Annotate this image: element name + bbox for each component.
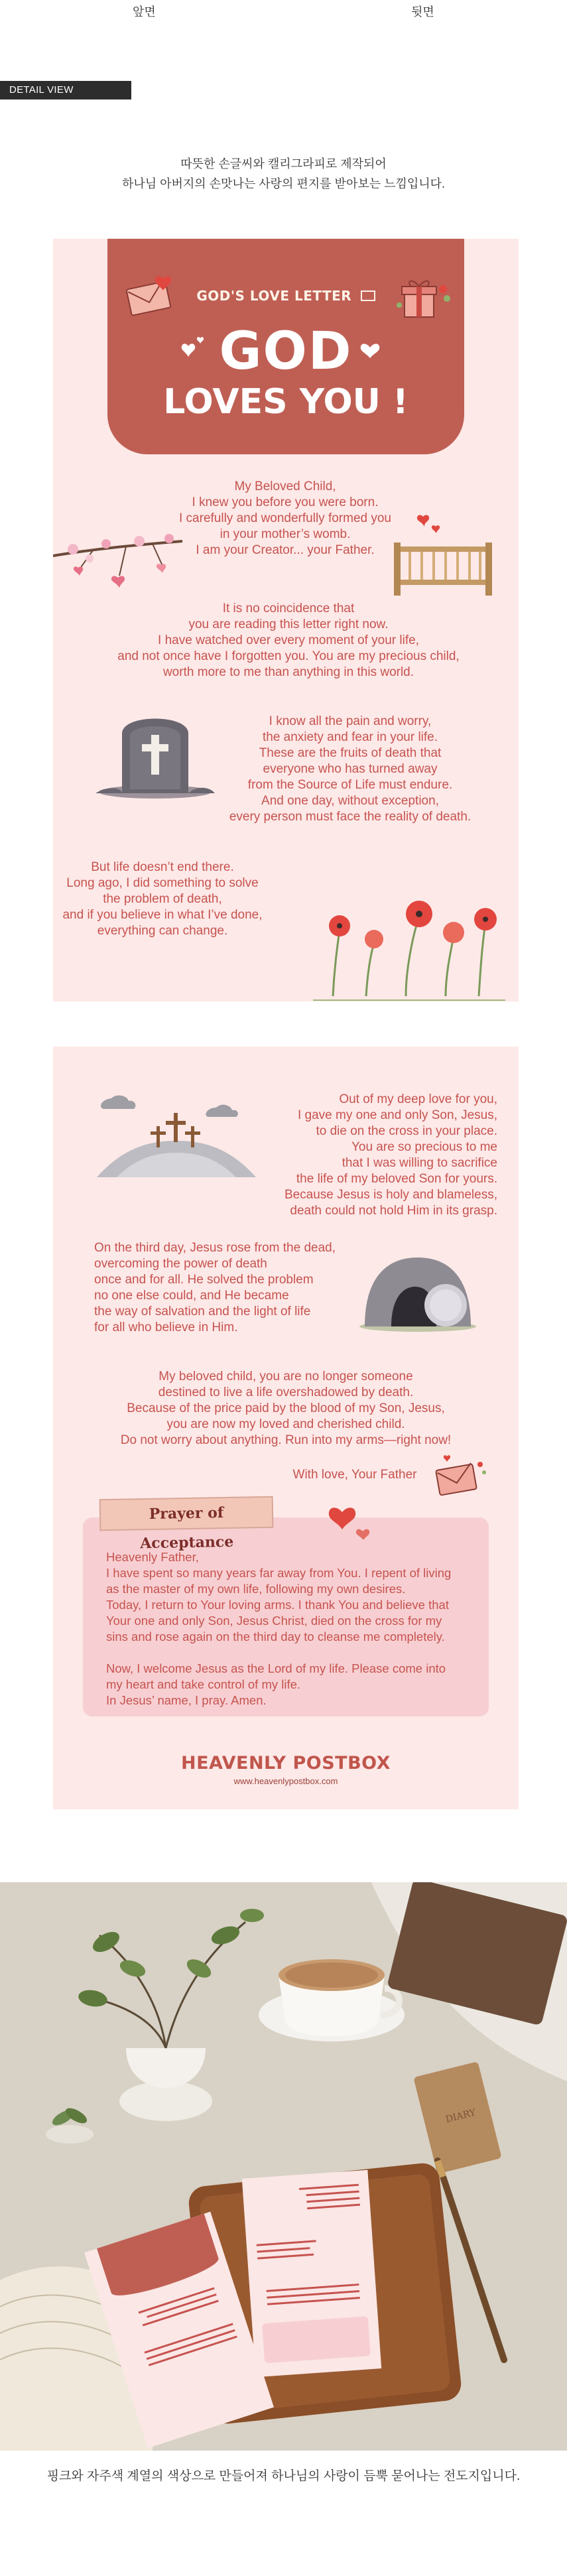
prayer-title: Prayer of Acceptance [99, 1496, 274, 1531]
intro-text [0, 154, 567, 194]
text-line: It is no coincidence that [222, 602, 355, 615]
text-line: once and for all. He solved the problem [94, 1273, 314, 1287]
text-line: you are reading this letter right now. [188, 617, 389, 631]
baby-crib-icon [390, 513, 496, 600]
text-line: My beloved child, you are no longer someone [158, 1370, 413, 1384]
text-line: In Jesus’ name, I pray. Amen. [106, 1693, 267, 1707]
text-line: Because of the price paid by the blood of my Son, Jesus, [127, 1401, 445, 1415]
text-line: I have spent so many years far away from You. I repent of living [106, 1566, 452, 1580]
text-line: But life doesn’t end there. [91, 860, 234, 874]
card-subtitle [107, 288, 464, 304]
text-line: destined to live a life overshadowed by death. [158, 1385, 414, 1399]
text-line: the way of salvation and the light of life [94, 1305, 311, 1319]
text-line: for all who believe in Him. [94, 1320, 238, 1334]
text-line: I knew you before you were born. [192, 495, 379, 509]
text-line: Do not worry about anything. Run into my arms—right now! [120, 1433, 452, 1447]
text-line: the anxiety and fear in your life. [262, 730, 438, 744]
front-label: 앞면 [133, 5, 156, 19]
product-photo [0, 1882, 567, 2451]
text-line: My Beloved Child, [234, 480, 336, 493]
coffee-cup [259, 1959, 405, 2041]
back-label: 뒷면 [411, 5, 434, 19]
text-line: I know all the pain and worry, [269, 714, 432, 728]
text-line: every person must face the reality of death. [229, 810, 472, 824]
front-paragraph-1 [146, 479, 424, 558]
text-line: my heart and take control of my life. [106, 1677, 301, 1691]
brand-name: HEAVENLY POSTBOX [181, 1753, 391, 1773]
view-labels [0, 0, 567, 27]
text-line: death could not hold Him in its grasp. [290, 1204, 497, 1218]
heart-pair-icon [325, 1498, 378, 1544]
text-line: I carefully and wonderfully formed you [179, 511, 391, 525]
subtitle-text: GOD'S LOVE LETTER [196, 288, 352, 304]
card-title-god: GOD [219, 322, 353, 381]
text-line: everyone who has turned away [263, 762, 438, 776]
back-paragraph-1 [206, 1092, 497, 1219]
text-line: Out of my deep love for you, [339, 1092, 497, 1106]
text-line: Heavenly Father, [106, 1550, 199, 1564]
text-line: Because Jesus is holy and blameless, [284, 1188, 497, 1202]
intro-line-1: 따뜻한 손글씨와 캘리그라피로 제작되어 [180, 157, 387, 170]
back-paragraph-2 [94, 1240, 386, 1336]
text-line: the problem of death, [103, 892, 222, 906]
text-line: you are now my loved and cherished child. [166, 1417, 405, 1431]
detail-view-bar: DETAIL VIEW [0, 81, 131, 99]
text-line: Your one and only Son, Jesus Christ, died on the cross for my [106, 1614, 442, 1628]
front-card [53, 239, 519, 1001]
poppy-flowers-icon [313, 897, 505, 1001]
text-line: On the third day, Jesus rose from the dead, [94, 1241, 336, 1255]
text-line: sins and rose again on the third day to cleanse me completely. [106, 1630, 445, 1643]
photo-caption: 핑크와 자주색 계열의 색상으로 만들어져 하나님의 사랑이 듬뿍 묻어나는 전도지입니다. [46, 2469, 521, 2483]
text-line: in your mother’s womb. [220, 527, 351, 541]
empty-tomb-icon [358, 1254, 477, 1333]
text-line: everything can change. [97, 924, 228, 938]
text-line: I have watched over every moment of your life, [158, 633, 419, 647]
back-card [53, 1047, 519, 1809]
text-line: And one day, without exception, [261, 794, 439, 808]
envelope-heart-icon [424, 1452, 491, 1499]
front-paragraph-4 [53, 860, 272, 939]
text-line: I gave my one and only Son, Jesus, [297, 1108, 497, 1122]
front-paragraph-3 [204, 714, 496, 825]
text-line: and not once have I forgotten you. You are my precious child, [117, 649, 460, 663]
text-line: that I was willing to sacrifice [342, 1156, 497, 1170]
text-line: Now, I welcome Jesus as the Lord of my life. Please come into [106, 1661, 446, 1675]
spacer [106, 1645, 484, 1661]
cherry-blossom-branch-icon [53, 529, 186, 602]
signature: With love, Your Father [292, 1468, 417, 1482]
leaflet-back [242, 2170, 381, 2378]
text-line: These are the fruits of death that [259, 746, 442, 760]
text-line: from the Source of Life must endure. [247, 778, 453, 792]
text-line: the life of my beloved Son for yours. [296, 1172, 497, 1186]
text-line: worth more to me than anything in this world. [162, 665, 414, 679]
text-line: no one else could, and He became [94, 1289, 289, 1303]
text-line: You are so precious to me [351, 1140, 497, 1154]
text-line: overcoming the power of death [94, 1257, 267, 1271]
text-line: Today, I return to Your loving arms. I thank You and believe that [106, 1598, 449, 1612]
front-paragraph-2 [113, 601, 464, 680]
back-paragraph-3 [99, 1369, 472, 1449]
gravestone-icon [95, 707, 215, 800]
text-line: and if you believe in what I’ve done, [62, 908, 263, 922]
letter-icon [361, 290, 375, 301]
text-line: I am your Creator... your Father. [196, 543, 375, 557]
intro-line-2: 하나님 아버지의 손맛나는 사랑의 편지를 받아보는 느낌입니다. [121, 177, 446, 190]
card-title-loves-you: LOVES YOU ! [163, 382, 409, 422]
prayer-text [106, 1549, 484, 1708]
diary-label: DIARY [444, 2107, 477, 2126]
card-header [107, 239, 464, 454]
brand-url: www.heavenlypostbox.com [233, 1776, 338, 1786]
desk-scene-illustration [0, 1882, 567, 2451]
text-line: Long ago, I did something to solve [66, 876, 259, 890]
text-line: as the master of my own life, following my own desires. [106, 1582, 406, 1596]
text-line: to die on the cross in your place. [316, 1124, 497, 1138]
